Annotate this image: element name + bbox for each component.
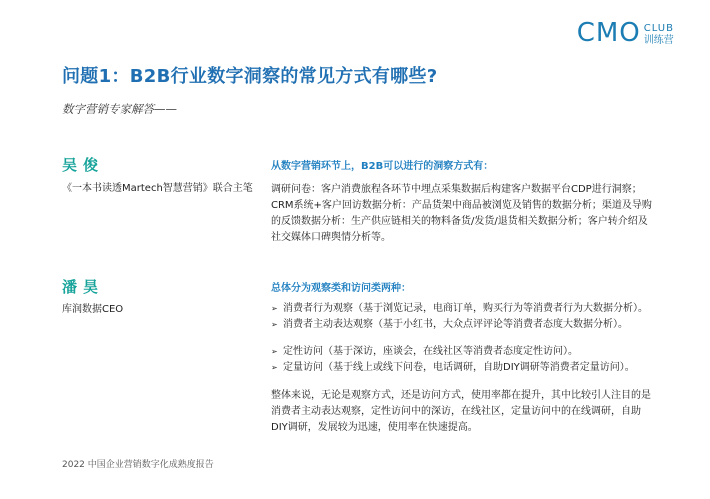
logo-sub-text: 训练营 — [643, 35, 674, 46]
list-item: ➢ 定性访问（基于深访，座谈会，在线社区等消费者态度定性访问）。 — [271, 344, 671, 360]
section-heading-2: 总体分为观察类和访问类两种： — [271, 283, 411, 294]
page-title: 问题1：B2B行业数字洞察的常见方式有哪些? — [62, 66, 438, 87]
logo-club-text: CLUB — [643, 23, 674, 34]
expert-name-1: 吴俊 — [62, 156, 105, 174]
arrow-bullet-icon: ➢ — [271, 363, 278, 372]
expert-answer-paragraph-1: 调研问卷：客户消费旅程各环节中埋点采集数据后构建客户数据平台CDP进行洞察；CRM系统+客户回访数据分析：产品货架中商品被浏览及销售的数据分析；渠道及导购的反馈数据分析：生产供应链相关的物料备货/发货/退货相关数据分析；客户转介绍及社交媒体口碑舆情分析等。 — [271, 184, 652, 243]
interview-bullet-list — [271, 344, 671, 376]
logo-stack — [644, 24, 674, 46]
expert-title-2: 库润数据CEO — [62, 304, 124, 315]
list-item: ➢ 消费者行为观察（基于浏览记录，电商订单，购买行为等消费者行为大数据分析）。 — [271, 301, 671, 317]
page-subtitle: 数字营销专家解答—— — [62, 102, 177, 116]
observation-bullet-list — [271, 301, 671, 333]
arrow-bullet-icon: ➢ — [271, 320, 278, 329]
arrow-bullet-icon: ➢ — [271, 304, 278, 313]
expert-title-1: 《一本书读透Martech智慧营销》联合主笔 — [62, 183, 253, 194]
arrow-bullet-icon: ➢ — [271, 347, 278, 356]
list-item: ➢ 定量访问（基于线上或线下问卷，电话调研，自助DIY调研等消费者定量访问）。 — [271, 360, 671, 376]
section-heading-1: 从数字营销环节上，B2B可以进行的洞察方式有： — [271, 161, 494, 172]
footer-report-title: 2022 中国企业营销数字化成熟度报告 — [62, 460, 214, 470]
cmo-club-logo — [577, 20, 674, 46]
list-item: ➢ 消费者主动表达观察（基于小红书，大众点评评论等消费者态度大数据分析）。 — [271, 317, 671, 333]
logo-main-text: CMO — [576, 18, 641, 48]
expert-name-2: 潘昊 — [62, 278, 105, 296]
expert-conclusion-paragraph: 整体来说，无论是观察方式，还是访问方式，使用率都在提升，其中比较引人注目的是消费者主动表达观察，定性访问中的深访，在线社区，定量访问中的在线调研，自助DIY调研，发展较为迅速，使用率在快速提高。 — [271, 390, 651, 433]
